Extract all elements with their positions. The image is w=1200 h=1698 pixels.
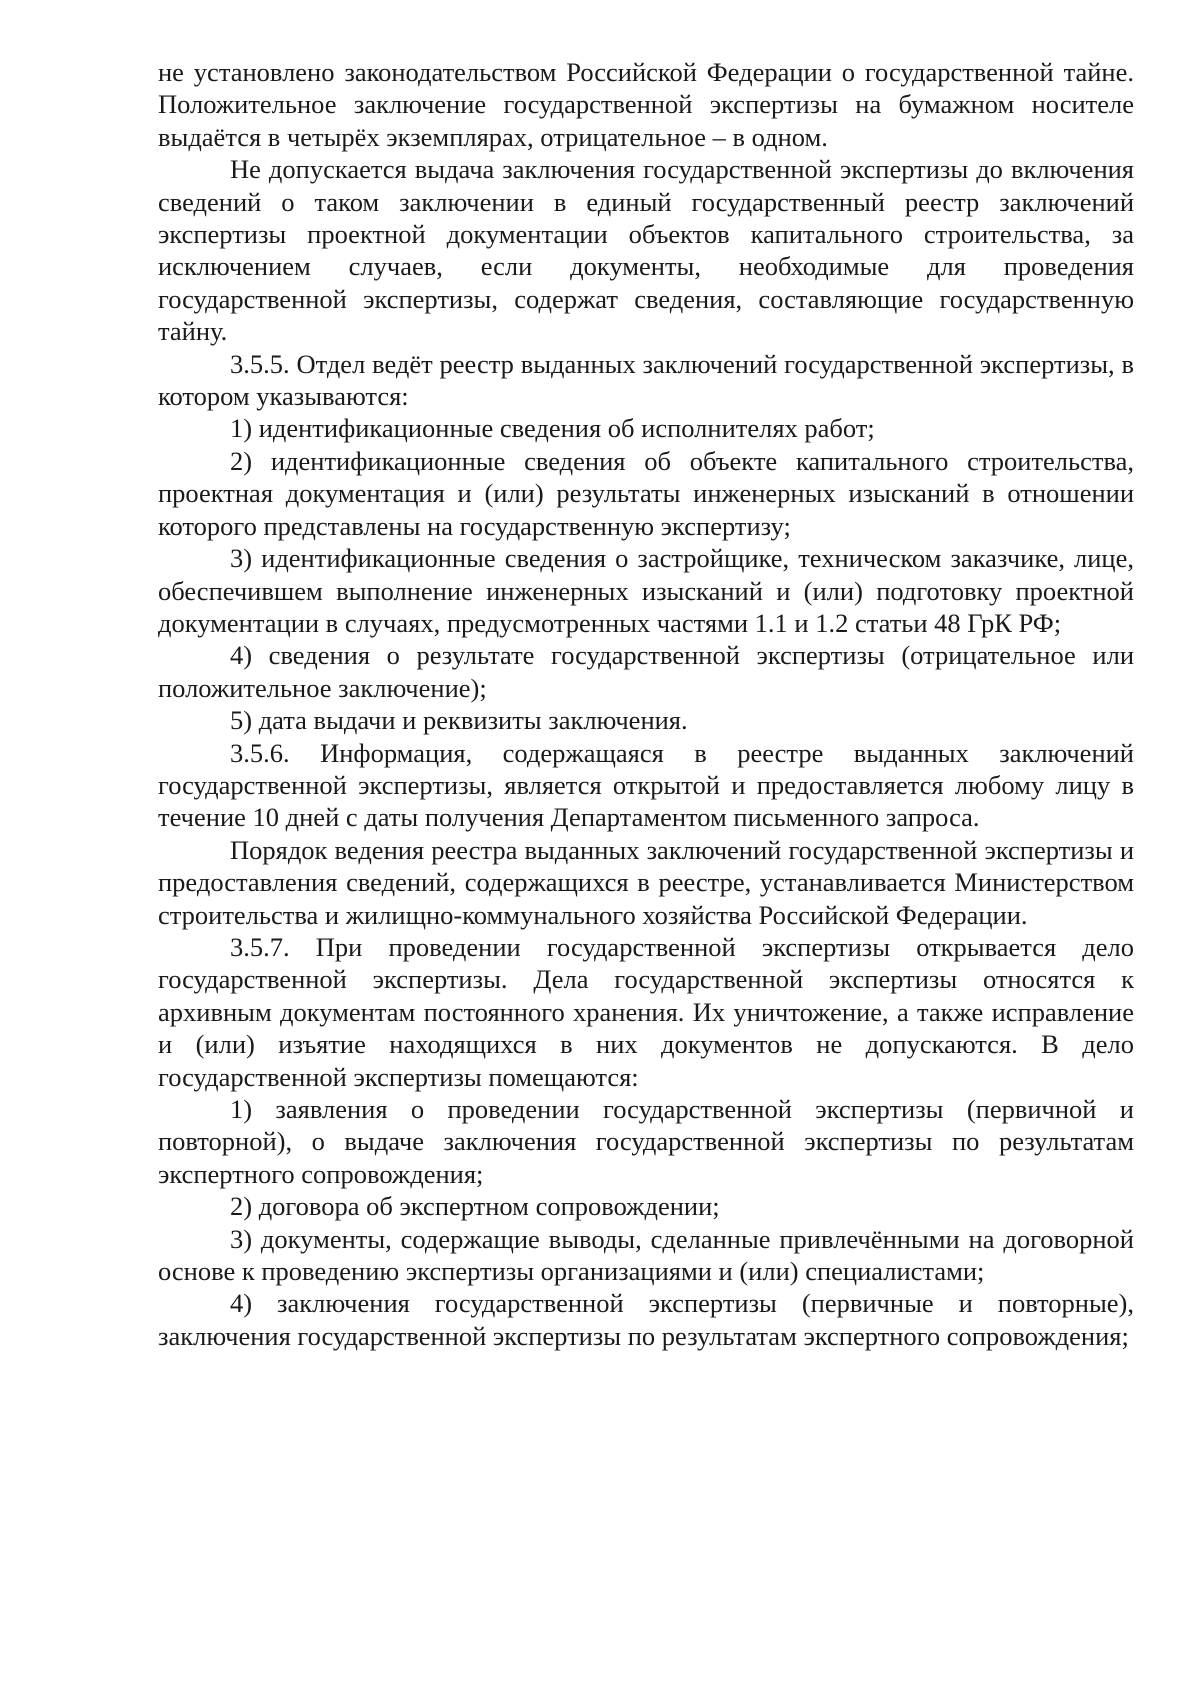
paragraph-3-5-7: 3.5.7. При проведении государственной экспертизы открывается дело государственной экспертизы. Дела государственной экспертизы относятся к архивным документам постоянного хранения. Их уничтожение, а также исправление и (или) изъятие находящихся в них документов не допускаются. В дело государственной экспертизы помещаются: <box>158 931 1134 1092</box>
document-page <box>158 56 1134 1352</box>
list-item-3-5-7-1: 1) заявления о проведении государственной экспертизы (первичной и повторной), о выдаче заключения государственной экспертизы по результатам экспертного сопровождения; <box>158 1094 1134 1189</box>
paragraph-registry-inclusion: Не допускается выдача заключения государственной экспертизы до включения сведений о таком заключении в единый государственный реестр заключений экспертизы проектной документации объектов капитального строительства, за исключением случаев, если документы, необходимые для проведения государственной экспертизы, содержат сведения, составляющие государственную тайну. <box>158 154 1134 347</box>
paragraph-3-5-5: 3.5.5. Отдел ведёт реестр выданных заключений государственной экспертизы, в котором указываются: <box>158 348 1134 412</box>
paragraph-3-5-6: 3.5.6. Информация, содержащаяся в реестре выданных заключений государственной экспертизы, является открытой и предоставляется любому лицу в течение 10 дней с даты получения Департаментом письменного запроса. <box>158 737 1134 833</box>
list-item-3-5-5-4: 4) сведения о результате государственной экспертизы (отрицательное или положительное заключение); <box>158 640 1134 703</box>
list-item-3-5-5-5: 5) дата выдачи и реквизиты заключения. <box>230 705 688 736</box>
list-item-3-5-7-2: 2) договора об экспертном сопровождении; <box>230 1191 720 1222</box>
list-item-3-5-7-3: 3) документы, содержащие выводы, сделанные привлечёнными на договорной основе к проведению экспертизы организациями и (или) специалистами; <box>158 1223 1134 1287</box>
paragraph-registry-procedure: Порядок ведения реестра выданных заключений государственной экспертизы и предоставления сведений, содержащихся в реестре, устанавливается Министерством строительства и жилищно-коммунального хозяйства Российской Федерации. <box>158 834 1134 930</box>
list-item-3-5-7-4: 4) заключения государственной экспертизы (первичные и повторные), заключения государственной экспертизы по результатам экспертного сопровождения; <box>158 1288 1134 1351</box>
list-item-3-5-5-1: 1) идентификационные сведения об исполнителях работ; <box>230 413 875 444</box>
list-item-3-5-5-2: 2) идентификационные сведения об объекте капитального строительства, проектная документация и (или) результаты инженерных изысканий в отношении которого представлены на государственную экспертизу; <box>158 445 1134 541</box>
list-item-3-5-5-3: 3) идентификационные сведения о застройщике, техническом заказчике, лице, обеспечившем выполнение инженерных изысканий и (или) подготовку проектной документации в случаях, предусмотренных частями 1.1 и 1.2 статьи 48 ГрК РФ; <box>158 543 1134 638</box>
paragraph-state-secret-copies: не установлено законодательством Российской Федерации о государственной тайне. Положительное заключение государственной экспертизы на бумажном носителе выдаётся в четырёх экземплярах, отрицательное – в одном. <box>158 57 1134 152</box>
